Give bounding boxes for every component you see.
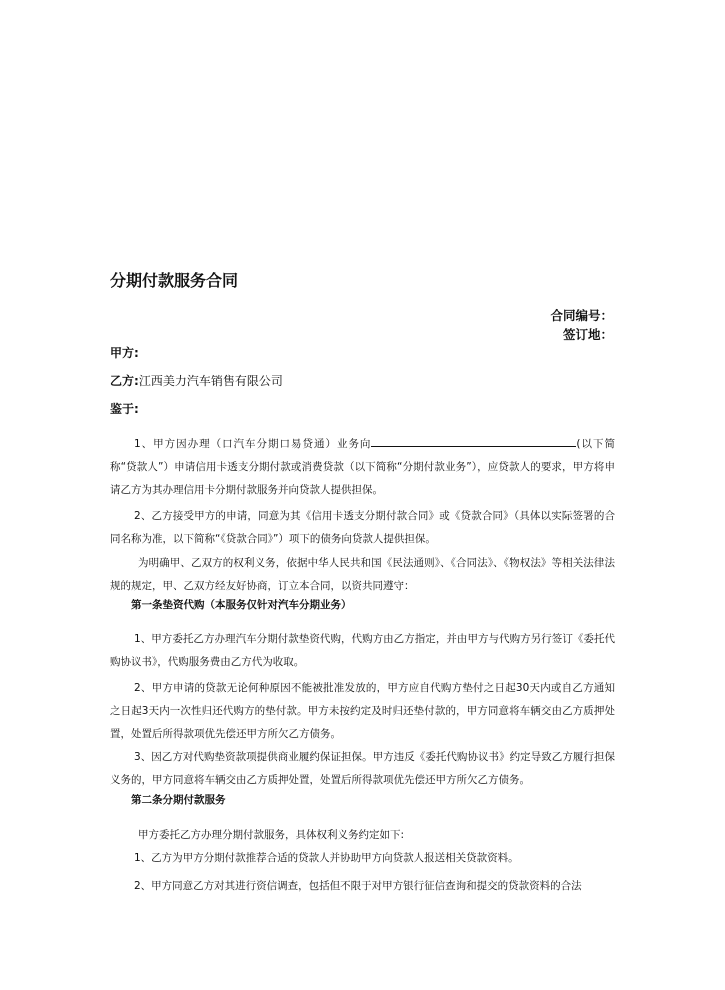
section-2-intro: 甲方委托乙方办理分期付款服务，具体权利义务约定如下: — [138, 829, 405, 841]
p1-text-end: (以下简称“贷款人”）申请信用卡透支分期付款或消费贷款（以下简称“分期付款业务”），应贷款人的要求，甲方将申请乙方为其办理信用卡分期付款服务并向贷款人提供担保。 — [110, 438, 615, 496]
section-2-title: 第二条分期付款服务 — [131, 794, 226, 806]
lender-blank-line — [371, 435, 576, 447]
section-1-paragraph-3: 3、因乙方对代购垫资款项提供商业履约保证担保。甲方违反《委托代购协议书》约定导致乙方履行担保义务的，甲方同意将车辆交由乙方质押处置，处置后所得款项优先偿还甲方所欠乙方债务。 — [110, 751, 615, 786]
sign-place-label: 签订地： — [562, 327, 613, 342]
section-1-paragraph-2: 2、甲方申请的贷款无论何种原因不能被批准发放的，甲方应自代购方垫付之日起30天内或自乙方通知之日起3天内一次性归还代购方的垫付款。甲方未按约定及时归还垫付款的，甲方同意将车辆交由乙方质押处置，处置后所得款项优先偿还甲方所欠乙方债务。 — [110, 682, 615, 740]
whereas-line — [110, 400, 139, 417]
section-2-paragraph-2: 2、甲方同意乙方对其进行资信调查，包括但不限于对甲方银行征信查询和提交的贷款资料的合法 — [134, 880, 582, 892]
party-a-label: 甲方: — [110, 346, 139, 360]
whereas-label: 鉴于: — [110, 402, 139, 416]
section-2-paragraph-1: 1、乙方为甲方分期付款推荐合适的贷款人并协助甲方向贷款人报送相关贷款资料。 — [134, 852, 519, 864]
whereas-paragraph-1 — [110, 433, 615, 502]
party-b-label: 乙方: — [110, 374, 139, 388]
section-1-title: 第一条垫资代购（本服务仅针对汽车分期业务） — [131, 599, 352, 611]
document-title: 分期付款服务合同 — [110, 271, 239, 290]
whereas-paragraph-3: 为明确甲、乙双方的权利义务，依据中华人民共和国《民法通则》、《合同法》、《物权法》等相关法律法规的规定，甲、乙双方经友好协商，订立本合同，以资共同遵守： — [110, 557, 615, 592]
section-1-paragraph-1: 1、甲方委托乙方办理汽车分期付款垫资代购，代购方由乙方指定，并由甲方与代购方另行签订《委托代购协议书》，代购服务费由乙方代为收取。 — [110, 633, 615, 668]
party-b-line — [110, 372, 283, 389]
whereas-paragraph-2: 2、乙方接受甲方的申请，同意为其《信用卡透支分期付款合同》或《贷款合同》（具体以实际签署的合同名称为准，以下简称“《贷款合同》”）项下的债务向贷款人提供担保。 — [110, 510, 615, 545]
party-a-line — [110, 344, 139, 361]
p1-text-start: 1、甲方因办理（口汽车分期口易贷通）业务向 — [134, 438, 372, 450]
contract-number-label: 合同编号： — [550, 308, 613, 323]
party-b-name: 江西美力汽车销售有限公司 — [138, 374, 283, 388]
